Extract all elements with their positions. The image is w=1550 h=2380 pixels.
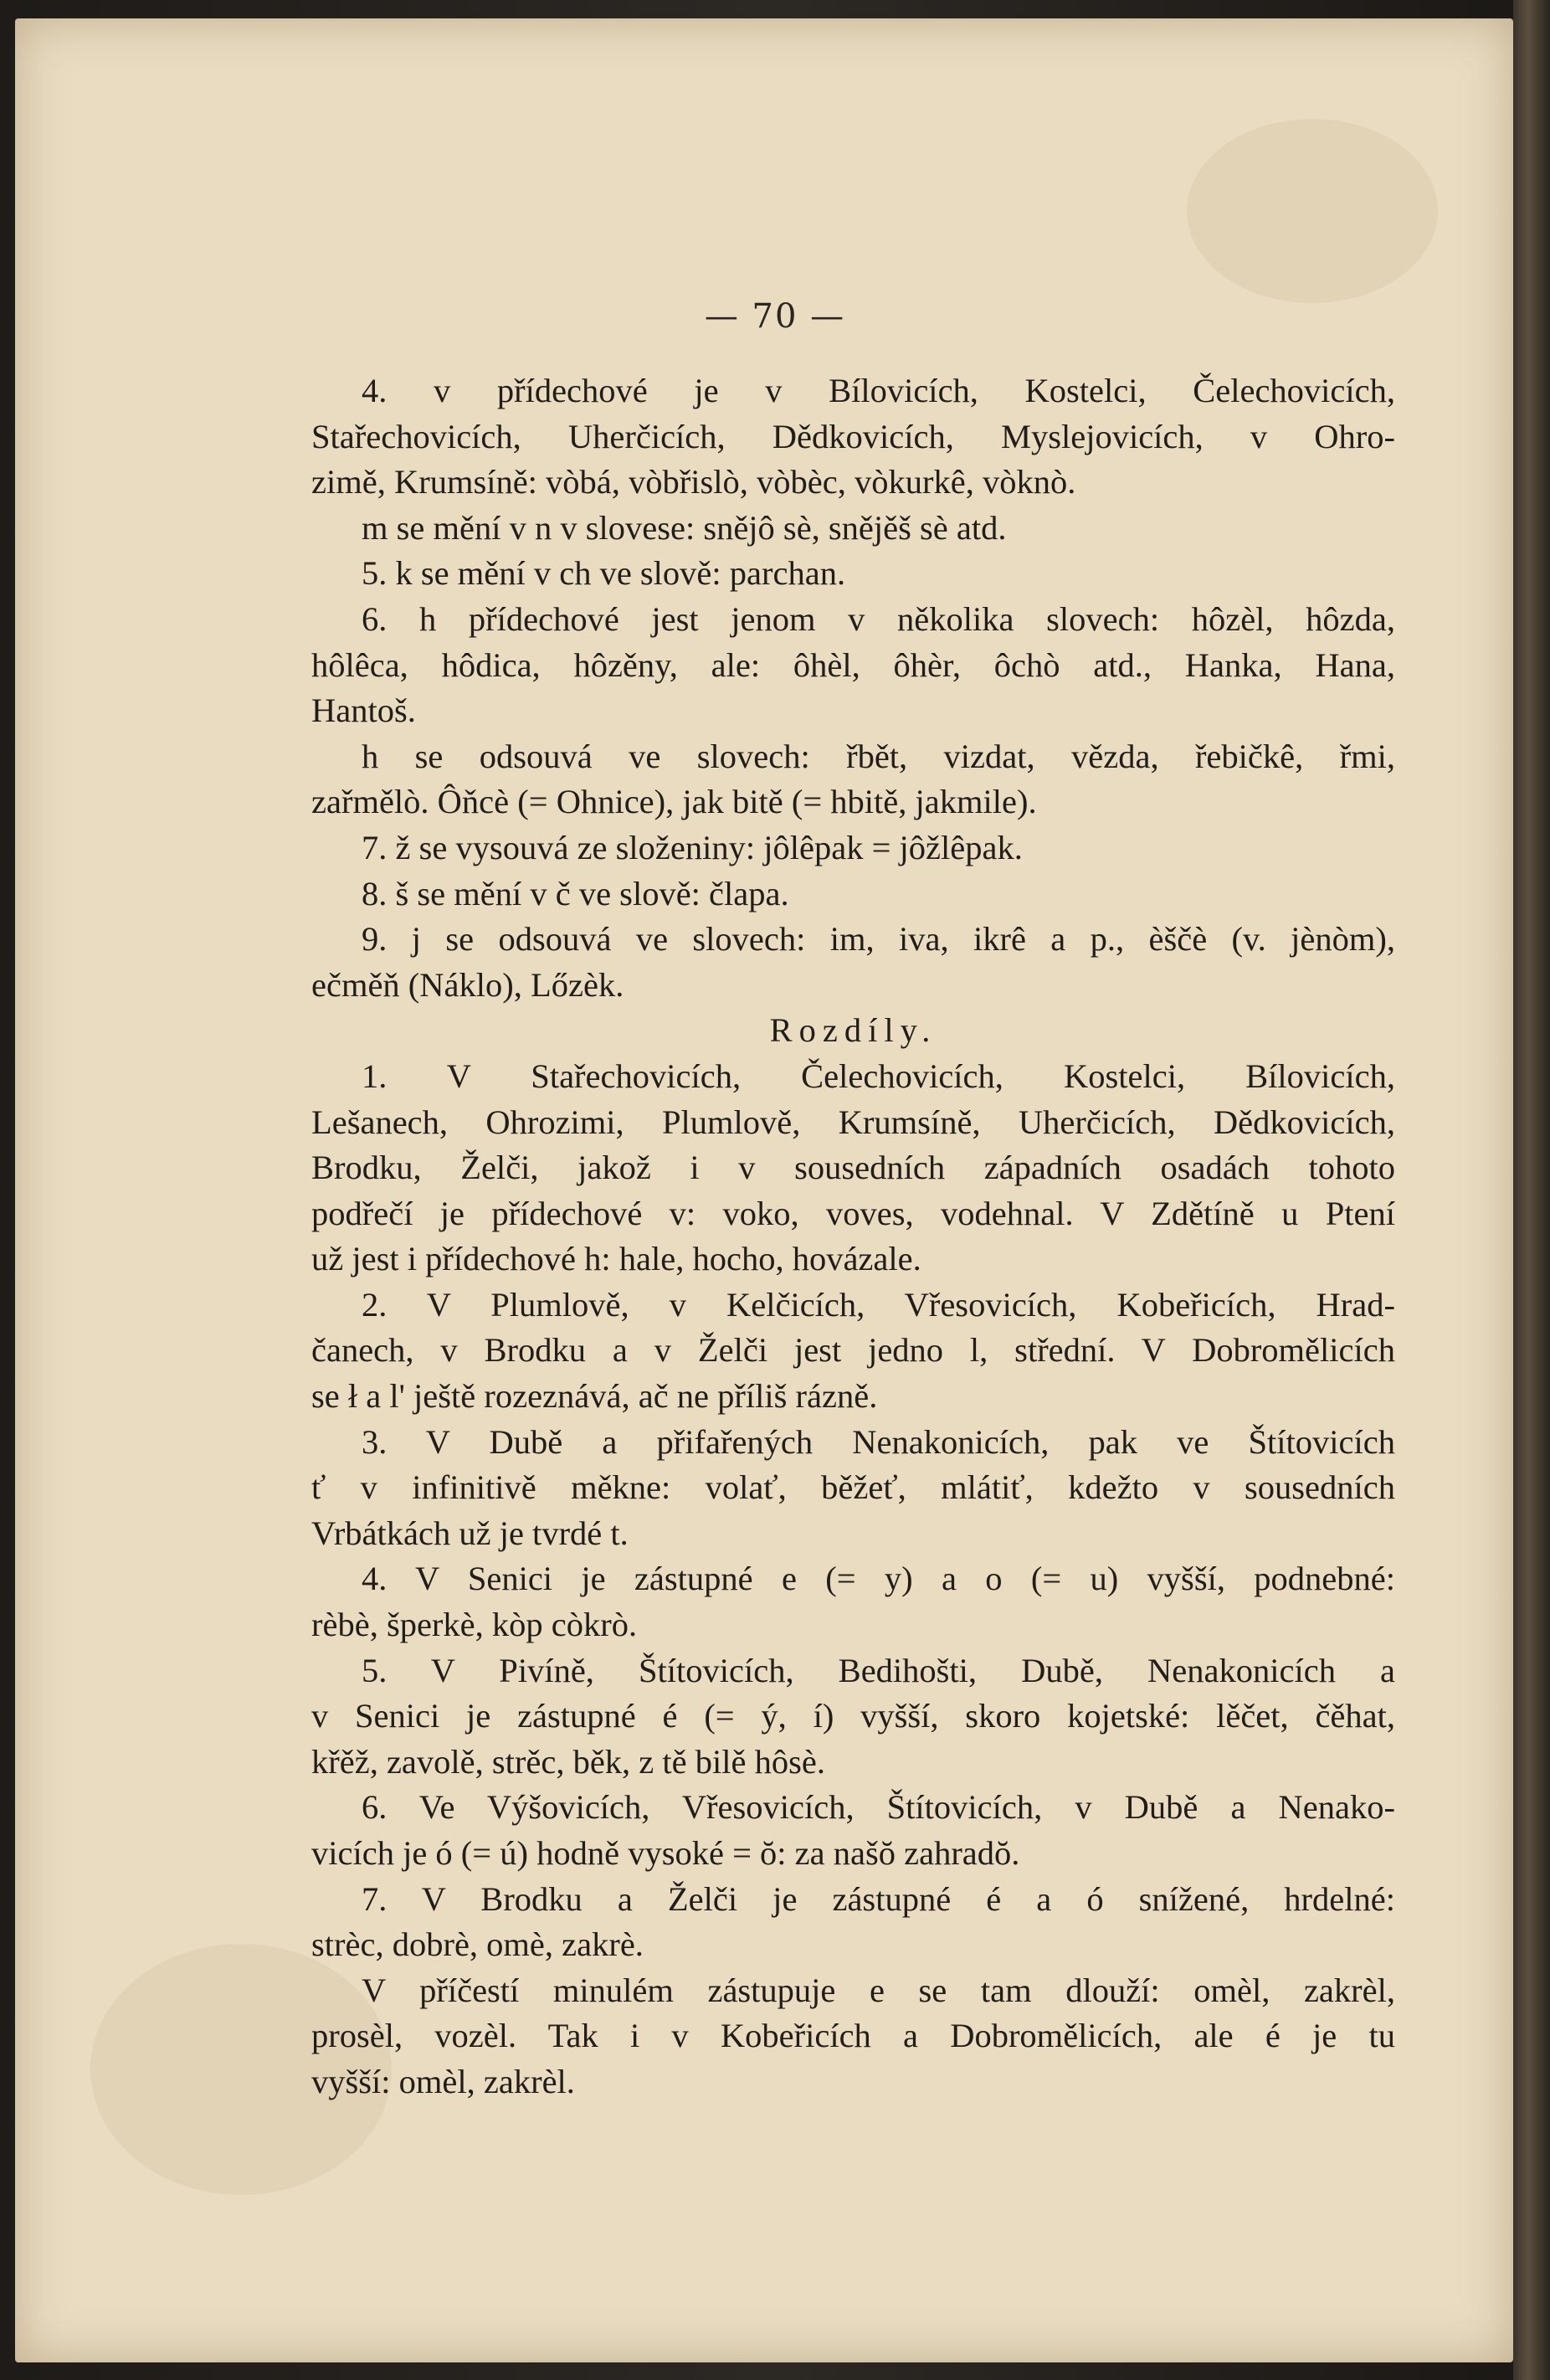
text-line: Stařechovicích, Uherčicích, Dědkovicích, Myslejovicích, v Ohro-	[311, 417, 1395, 455]
text-line: Vrbátkách už je tvrdé t.	[311, 1514, 629, 1552]
text-line: Brodku, Želči, jakož i v sousedních západních osadách tohoto	[311, 1149, 1395, 1187]
page-number: — 70 —	[704, 297, 846, 336]
text-line: zařmělò. Ôňcè (= Ohnice), jak bitě (= hbitě, jakmile).	[311, 783, 1037, 821]
text-line: křěž, zavolě, strěc, běk, z tě bilě hôsè.	[311, 1742, 825, 1781]
text-line: 2. V Plumlově, v Kelčicích, Vřesovicích, Kobeřicích, Hrad-	[362, 1285, 1395, 1324]
text-line: prosèl, vozèl. Tak i v Kobeřicích a Dobromělicích, ale é je tu	[311, 2017, 1395, 2055]
text-line: 7. ž se vysouvá ze složeniny: jôlêpak = jôžlêpak.	[362, 828, 1023, 866]
text-line: 4. V Senici je zástupné e (= y) a o (= u) vyšší, podnebné:	[362, 1560, 1395, 1598]
text-line: hôlêca, hôdica, hôzěny, ale: ôhèl, ôhèr, ôchò atd., Hanka, Hana,	[311, 645, 1395, 684]
text-line: 9. j se odsouvá ve slovech: im, iva, ikrê a p., èščè (v. jènòm),	[362, 920, 1395, 959]
text-line: čanech, v Brodku a v Želči jest jedno l, střední. V Dobromělicích	[311, 1331, 1395, 1370]
text-line: 3. V Dubě a přifařených Nenakonicích, pak ve Štítovicích	[362, 1422, 1395, 1461]
text-line: 6. h přídechové jest jenom v několika slovech: hôzèl, hôzda,	[362, 599, 1395, 638]
text-line: strèc, dobrè, omè, zakrè.	[311, 1925, 644, 1964]
text-line: 5. V Pivíně, Štítovicích, Bedihošti, Dubě, Nenakonicích a	[362, 1651, 1395, 1689]
text-line: už jest i přídechové h: hale, hocho, hovázale.	[311, 1240, 921, 1278]
text-line: se ł a l' ještě rozeznává, ač ne příliš rázně.	[311, 1377, 878, 1416]
text-line: ečměň (Náklo), Lőzèk.	[311, 965, 624, 1004]
text-line: rèbè, šperkè, kòp còkrò.	[311, 1606, 638, 1644]
text-line: 7. V Brodku a Želči je zástupné é a ó snížené, hrdelné:	[362, 1879, 1395, 1918]
text-line: vyšší: omèl, zakrèl.	[311, 2062, 575, 2100]
text-line: V příčestí minulém zástupuje e se tam dlouží: omèl, zakrèl,	[362, 1971, 1395, 2009]
text-line: 6. Ve Výšovicích, Vřesovicích, Štítovicích, v Dubě a Nenako-	[362, 1788, 1395, 1827]
text-line: m se mění v n v slovese: snějô sè, snějěš sè atd.	[362, 508, 1007, 547]
text-line: zimě, Krumsíně: vòbá, vòbřislò, vòbèc, vòkurkê, vòknò.	[311, 463, 1076, 501]
book-spine-edge	[1513, 0, 1550, 2380]
text-line: 4. v přídechové je v Bílovicích, Kostelci, Čelechovicích,	[362, 372, 1395, 409]
text-line: 5. k se mění v ch ve slově: parchan.	[362, 554, 846, 593]
text-line: Hantoš.	[311, 691, 416, 730]
text-line: ť v infinitivě měkne: volať, běžeť, mlátiť, kdežto v sousedních	[311, 1468, 1395, 1507]
text-line: v Senici je zástupné é (= ý, í) vyšší, skoro kojetské: lěčet, čěhat,	[311, 1697, 1395, 1735]
paper-stain	[1187, 119, 1438, 303]
text-line: vicích je ó (= ú) hodně vysoké = ŏ: za našŏ zahradŏ.	[311, 1834, 1020, 1872]
text-line: 8. š se mění v č ve slově: člapa.	[362, 874, 789, 912]
text-line: h se odsouvá ve slovech: řbět, vizdat, vězda, řebičkê, řmi,	[362, 737, 1395, 775]
text-line: Lešanech, Ohrozimi, Plumlově, Krumsíně, Uherčicích, Dědkovicích,	[311, 1103, 1395, 1141]
body-text	[311, 368, 1395, 2105]
text-line: podřečí je přídechové v: voko, voves, vodehnal. V Zdětíně u Ptení	[311, 1194, 1395, 1232]
section-heading: Rozdíly.	[769, 1011, 937, 1050]
text-line: 1. V Stařechovicích, Čelechovicích, Kostelci, Bílovicích,	[362, 1056, 1395, 1095]
